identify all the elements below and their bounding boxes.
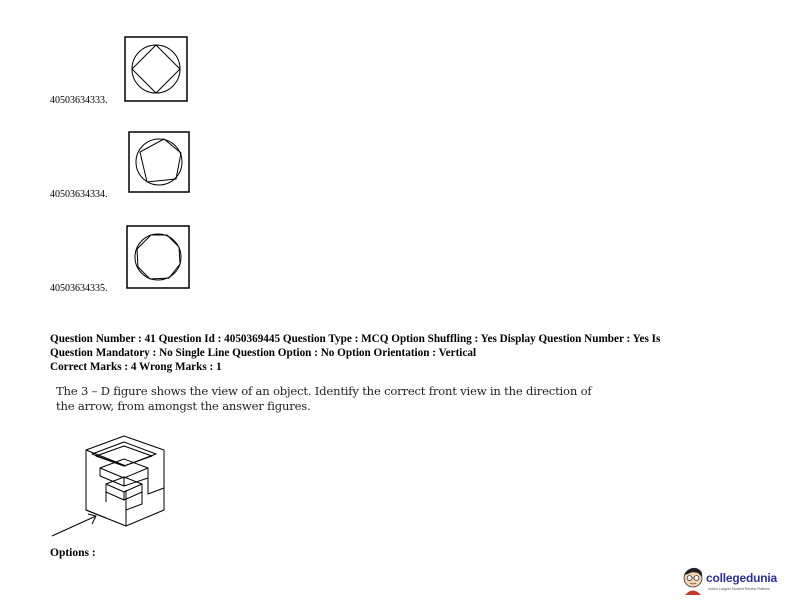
- student-mascot-icon: [680, 566, 706, 596]
- question-3d-figure: [40, 432, 180, 542]
- question-meta-line-1: Question Number : 41 Question Id : 4050369445 Question Type : MCQ Option Shuffling : Yes Display Question Number : Yes Is: [50, 333, 661, 345]
- option-figure-square-in-circle: [124, 36, 188, 102]
- collegedunia-logo: [678, 566, 790, 600]
- options-label: Options :: [50, 547, 96, 559]
- option-figure-octagon-in-circle: [126, 225, 190, 289]
- question-meta-line-2: Question Mandatory : No Single Line Question Option : No Option Orientation : Vertical: [50, 347, 477, 359]
- question-text-line-1: The 3 – D figure shows the view of an object. Identify the correct front view in the direction of: [56, 384, 592, 398]
- logo-text: collegedunia: [706, 571, 777, 585]
- question-meta-line-3: Correct Marks : 4 Wrong Marks : 1: [50, 361, 222, 373]
- logo-tagline: India's Largest Student Review Platform: [708, 587, 771, 591]
- option-id-1: 40503634333.: [50, 95, 108, 106]
- option-id-3: 40503634335.: [50, 283, 108, 294]
- option-figure-pentagon-in-circle: [128, 131, 190, 193]
- option-id-2: 40503634334.: [50, 189, 108, 200]
- question-meta: [50, 332, 750, 374]
- question-text-line-2: the arrow, from amongst the answer figures.: [56, 399, 311, 413]
- question-text: [56, 384, 596, 414]
